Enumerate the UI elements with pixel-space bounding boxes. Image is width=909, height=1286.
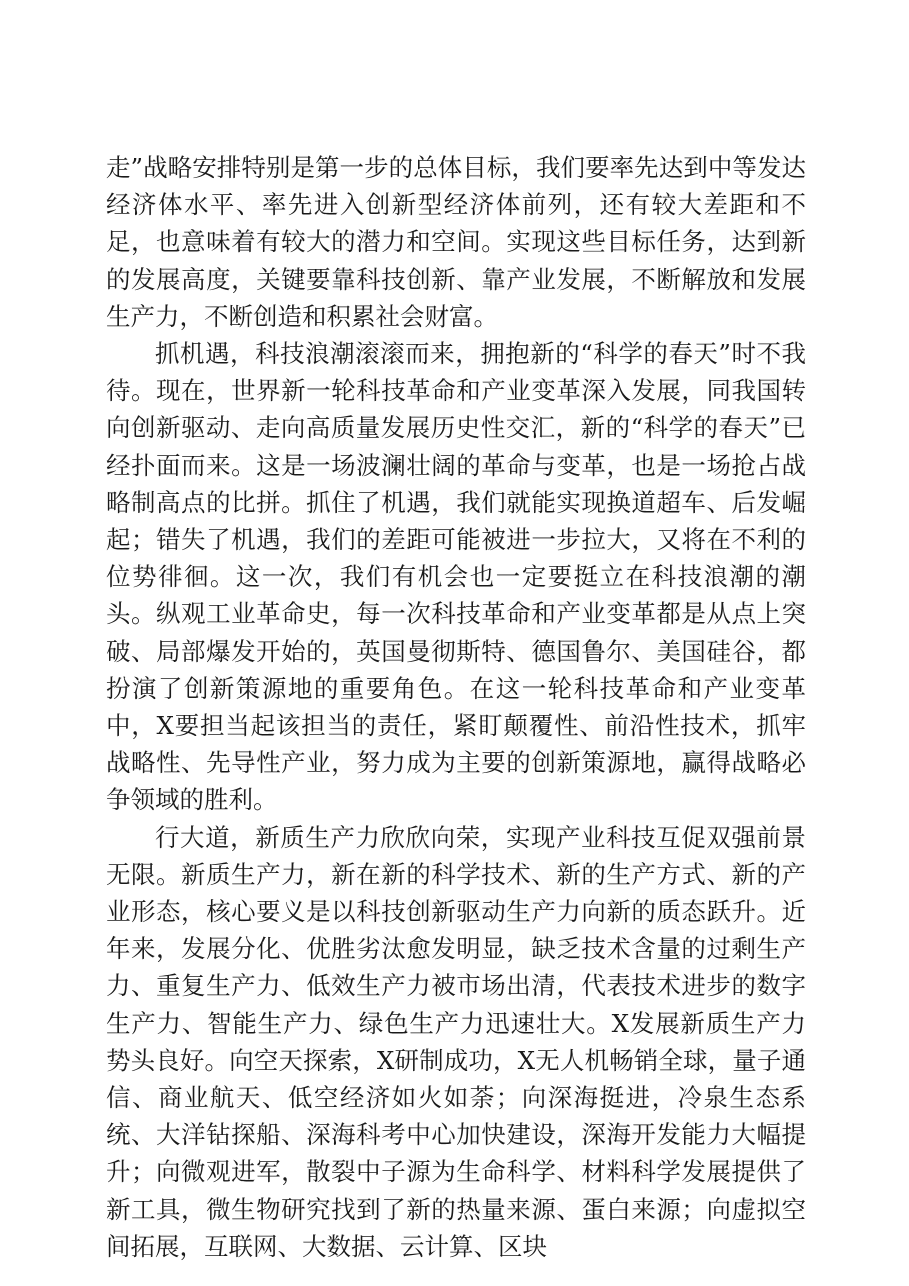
paragraph-2: 抓机遇，科技浪潮滚滚而来，拥抱新的“科学的春天”时不我待。现在，世界新一轮科技革命和产业变革深入发展，同我国转向创新驱动、走向高质量发展历史性交汇，新的“科学的春天”已经扑面而来。这是一场波澜壮阔的革命与变革，也是一场抢占战略制高点的比拼。抓住了机遇，我们就能实现换道超车、后发崛起；错失了机遇，我们的差距可能被进一步拉大，又将在不利的位势徘徊。这一次，我们有机会也一定要挺立在科技浪潮的潮头。纵观工业革命史，每一次科技革命和产业变革都是从点上突破、局部爆发开始的，英国曼彻斯特、德国鲁尔、美国硅谷，都扮演了创新策源地的重要角色。在这一轮科技革命和产业变革中，X要担当起该担当的责任，紧盯颠覆性、前沿性技术，抓牢战略性、先导性产业，努力成为主要的创新策源地，赢得战略必争领域的胜利。: [106, 339, 806, 815]
paragraph-1: 走”战略安排特别是第一步的总体目标，我们要率先达到中等发达经济体水平、率先进入创新型经济体前列，还有较大差距和不足，也意味着有较大的潜力和空间。实现这些目标任务，达到新的发展高度，关键要靠科技创新、靠产业发展，不断解放和发展生产力，不断创造和积累社会财富。: [106, 153, 806, 331]
paragraph-3: 行大道，新质生产力欣欣向荣，实现产业科技互促双强前景无限。新质生产力，新在新的科学技术、新的生产方式、新的产业形态，核心要义是以科技创新驱动生产力向新的质态跃升。近年来，发展分化、优胜劣汰愈发明显，缺乏技术含量的过剩生产力、重复生产力、低效生产力被市场出清，代表技术进步的数字生产力、智能生产力、绿色生产力迅速壮大。X发展新质生产力势头良好。向空天探索，X研制成功，X无人机畅销全球，量子通信、商业航天、低空经济如火如荼；向深海挺进，冷泉生态系统、大洋钻探船、深海科考中心加快建设，深海开发能力大幅提升；向微观进军，散裂中子源为生命科学、材料科学发展提供了新工具，微生物研究找到了新的热量来源、蛋白来源；向虚拟空间拓展，互联网、大数据、云计算、区块: [106, 822, 806, 1261]
document-body: [106, 149, 806, 1265]
